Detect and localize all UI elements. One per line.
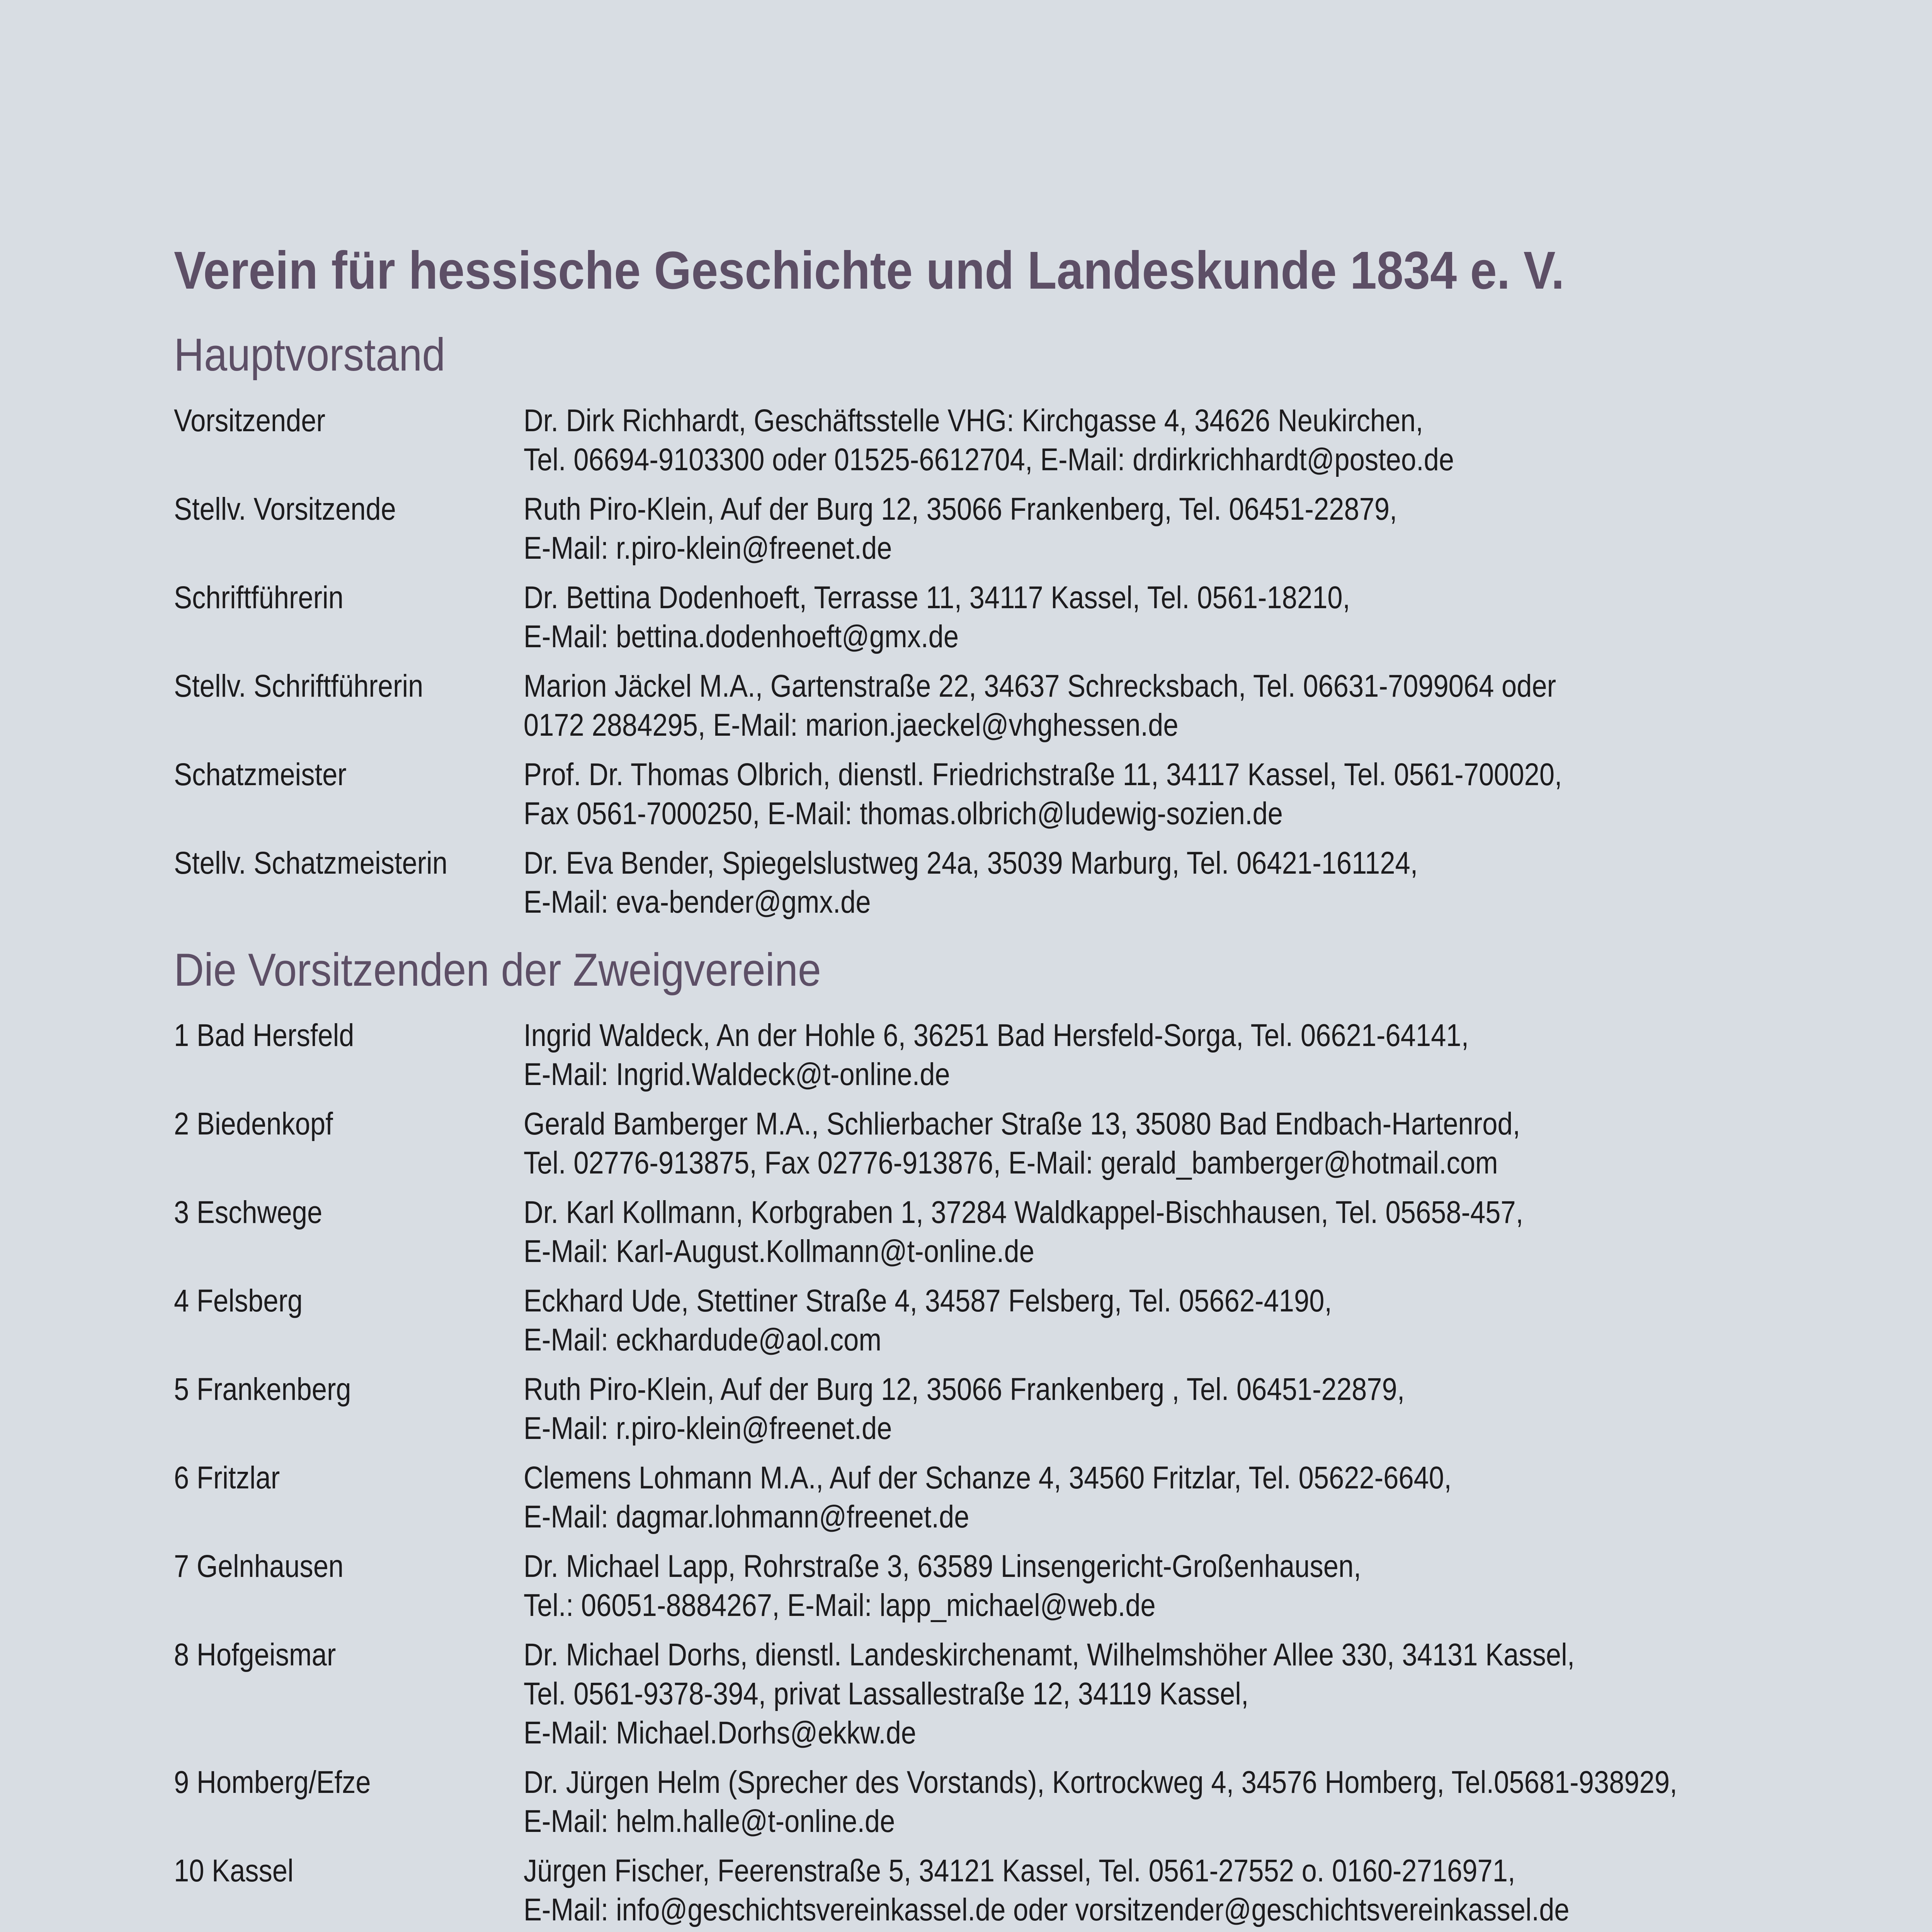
entry-detail-line: Dr. Michael Dorhs, dienstl. Landeskirchenamt, Wilhelmshöher Allee 330, 34131 Kassel,	[524, 1637, 1575, 1672]
list-item	[174, 1016, 1893, 1094]
entry-detail-line: E-Mail: eva-bender@gmx.de	[524, 884, 871, 920]
entry-detail-line: E-Mail: r.piro-klein@freenet.de	[524, 531, 892, 566]
hauptvorstand-list	[174, 401, 1893, 932]
entry-detail-line: Ruth Piro-Klein, Auf der Burg 12, 35066 Frankenberg , Tel. 06451-22879,	[524, 1372, 1405, 1407]
entry-detail-line: Dr. Bettina Dodenhoeft, Terrasse 11, 34117 Kassel, Tel. 0561-18210,	[524, 580, 1350, 615]
list-item	[174, 490, 1893, 568]
entry-details	[524, 1281, 1702, 1359]
entry-detail-line: Dr. Eva Bender, Spiegelslustweg 24a, 35039 Marburg, Tel. 06421-161124,	[524, 845, 1418, 881]
entry-label: Stellv. Vorsitzende	[174, 492, 396, 527]
list-item	[174, 1458, 1893, 1536]
entry-details	[524, 578, 1702, 656]
entry-detail-line: Ingrid Waldeck, An der Hohle 6, 36251 Bad Hersfeld-Sorga, Tel. 06621-64141,	[524, 1018, 1469, 1053]
entry-label: 6 Fritzlar	[174, 1460, 280, 1495]
list-item	[174, 401, 1893, 479]
entry-label: Schriftführerin	[174, 580, 344, 615]
entry-label: 5 Frankenberg	[174, 1372, 351, 1407]
entry-detail-line: Fax 0561-7000250, E-Mail: thomas.olbrich@ludewig-sozien.de	[524, 796, 1283, 831]
list-item	[174, 755, 1893, 833]
entry-detail-line: Tel.: 06051-8884267, E-Mail: lapp_michael@web.de	[524, 1588, 1156, 1623]
entry-details	[524, 1458, 1702, 1536]
entry-details	[524, 1547, 1702, 1625]
entry-label: 2 Biedenkopf	[174, 1106, 333, 1141]
entry-detail-line: Dr. Karl Kollmann, Korbgraben 1, 37284 Waldkappel-Bischhausen, Tel. 05658-457,	[524, 1195, 1524, 1230]
list-item	[174, 1547, 1893, 1625]
entry-label: 9 Homberg/Efze	[174, 1765, 371, 1800]
list-item	[174, 1370, 1893, 1448]
entry-details	[524, 1104, 1702, 1182]
entry-detail-line: Tel. 06694-9103300 oder 01525-6612704, E-Mail: drdirkrichhardt@posteo.de	[524, 442, 1454, 477]
entry-details	[524, 401, 1702, 479]
entry-detail-line: Tel. 02776-913875, Fax 02776-913876, E-Mail: gerald_bamberger@hotmail.com	[524, 1145, 1498, 1180]
page-title: Verein für hessische Geschichte und Landeskunde 1834 e. V.	[174, 241, 1565, 300]
entry-detail-line: Eckhard Ude, Stettiner Straße 4, 34587 Felsberg, Tel. 05662-4190,	[524, 1283, 1332, 1318]
entry-details	[524, 1763, 1702, 1841]
entry-label: 4 Felsberg	[174, 1283, 303, 1318]
entry-detail-line: E-Mail: helm.halle@t-online.de	[524, 1804, 895, 1839]
section-heading-hauptvorstand: Hauptvorstand	[174, 329, 446, 381]
entry-label: Schatzmeister	[174, 757, 347, 792]
entry-details	[524, 1851, 1702, 1929]
entry-label: 7 Gelnhausen	[174, 1549, 344, 1584]
entry-label: 3 Eschwege	[174, 1195, 323, 1230]
entry-detail-line: E-Mail: eckhardude@aol.com	[524, 1322, 882, 1357]
entry-detail-line: Dr. Dirk Richhardt, Geschäftsstelle VHG: Kirchgasse 4, 34626 Neukirchen,	[524, 403, 1423, 438]
entry-detail-line: E-Mail: Michael.Dorhs@ekkw.de	[524, 1715, 917, 1750]
entry-label: Stellv. Schatzmeisterin	[174, 845, 448, 881]
entry-details	[524, 755, 1702, 833]
entry-details	[524, 1370, 1702, 1448]
entry-detail-line: Dr. Jürgen Helm (Sprecher des Vorstands), Kortrockweg 4, 34576 Homberg, Tel.05681-938929,	[524, 1765, 1677, 1800]
entry-detail-line: Clemens Lohmann M.A., Auf der Schanze 4, 34560 Fritzlar, Tel. 05622-6640,	[524, 1460, 1452, 1495]
entry-detail-line: Jürgen Fischer, Feerenstraße 5, 34121 Kassel, Tel. 0561-27552 o. 0160-2716971,	[524, 1853, 1515, 1888]
entry-label: Stellv. Schriftführerin	[174, 668, 423, 704]
entry-detail-line: Tel. 0561-9378-394, privat Lassallestraße 12, 34119 Kassel,	[524, 1676, 1249, 1711]
list-item	[174, 578, 1893, 656]
entry-details	[524, 490, 1702, 568]
entry-detail-line: 0172 2884295, E-Mail: marion.jaeckel@vhghessen.de	[524, 707, 1179, 743]
entry-detail-line: E-Mail: bettina.dodenhoeft@gmx.de	[524, 619, 959, 654]
list-item	[174, 1851, 1893, 1929]
entry-detail-line: E-Mail: Karl-August.Kollmann@t-online.de	[524, 1234, 1034, 1269]
entry-details	[524, 667, 1702, 745]
entry-detail-line: Prof. Dr. Thomas Olbrich, dienstl. Friedrichstraße 11, 34117 Kassel, Tel. 0561-700020,	[524, 757, 1562, 792]
entry-detail-line: Dr. Michael Lapp, Rohrstraße 3, 63589 Linsengericht-Großenhausen,	[524, 1549, 1361, 1584]
entry-label: Vorsitzender	[174, 403, 325, 438]
entry-detail-line: E-Mail: Ingrid.Waldeck@t-online.de	[524, 1057, 950, 1092]
list-item	[174, 1635, 1893, 1752]
entry-details	[524, 1193, 1702, 1271]
list-item	[174, 1281, 1893, 1359]
section-heading-zweigvereine: Die Vorsitzenden der Zweigvereine	[174, 944, 821, 996]
list-item	[174, 1104, 1893, 1182]
list-item	[174, 844, 1893, 922]
entry-details	[524, 1016, 1702, 1094]
entry-detail-line: E-Mail: dagmar.lohmann@freenet.de	[524, 1499, 969, 1534]
entry-label: 1 Bad Hersfeld	[174, 1018, 354, 1053]
entry-detail-line: E-Mail: info@geschichtsvereinkassel.de oder vorsitzender@geschichtsvereinkassel.de	[524, 1892, 1570, 1927]
entry-detail-line: Ruth Piro-Klein, Auf der Burg 12, 35066 Frankenberg, Tel. 06451-22879,	[524, 492, 1397, 527]
entry-details	[524, 1635, 1702, 1752]
entry-detail-line: Gerald Bamberger M.A., Schlierbacher Straße 13, 35080 Bad Endbach-Hartenrod,	[524, 1106, 1520, 1141]
entry-detail-line: E-Mail: r.piro-klein@freenet.de	[524, 1411, 892, 1446]
list-item	[174, 667, 1893, 745]
entry-label: 10 Kassel	[174, 1853, 294, 1888]
list-item	[174, 1763, 1893, 1841]
entry-detail-line: Marion Jäckel M.A., Gartenstraße 22, 34637 Schrecksbach, Tel. 06631-7099064 oder	[524, 668, 1556, 704]
entry-label: 8 Hofgeismar	[174, 1637, 336, 1672]
entry-details	[524, 844, 1702, 922]
list-item	[174, 1193, 1893, 1271]
document-page	[174, 0, 1893, 1932]
zweigvereine-list	[174, 1016, 1893, 1932]
